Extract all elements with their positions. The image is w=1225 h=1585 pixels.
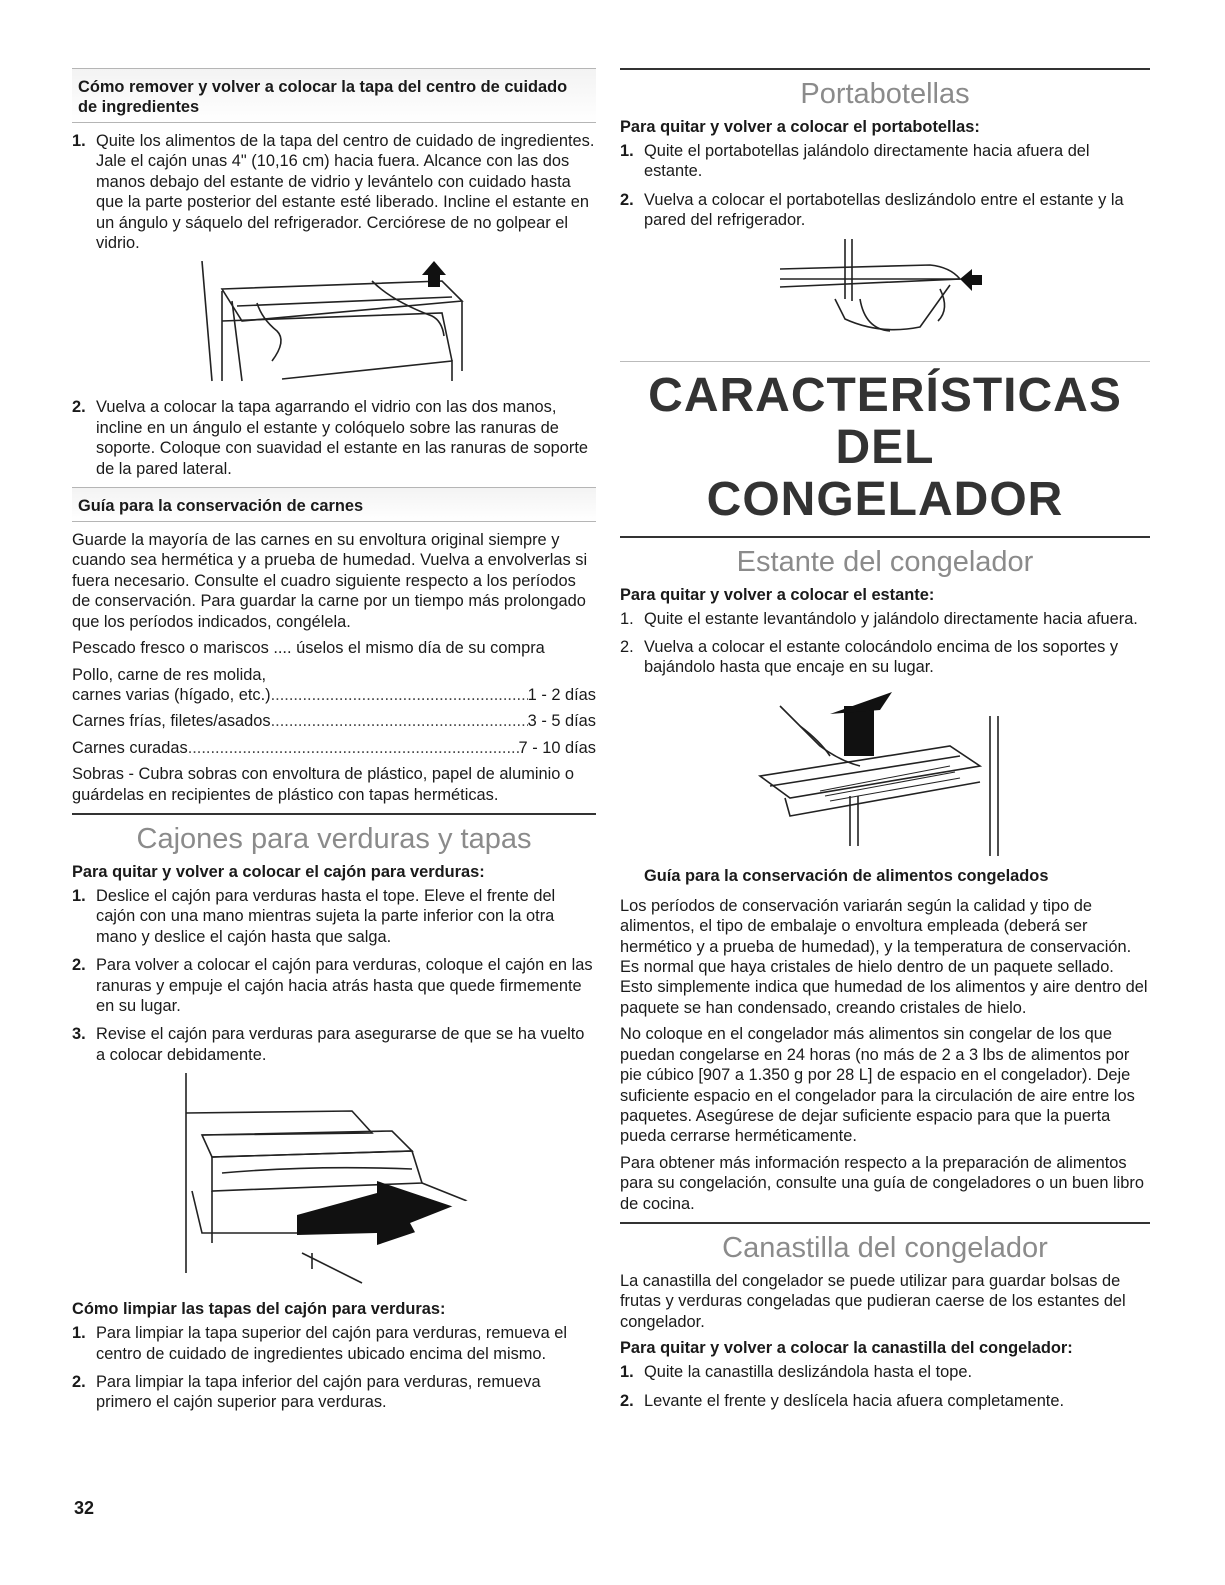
storage-row: carnes varias (hígado, etc.) ..... 1 - 2 días	[72, 685, 596, 705]
freezer-shelf-drawing	[620, 686, 1150, 856]
section-title: Cómo remover y volver a colocar la tapa del centro de cuidado de ingredientes	[78, 78, 568, 116]
up-arrow-icon	[844, 706, 874, 756]
up-arrow-icon	[422, 261, 446, 287]
list-item: 1. Quite el estante levantándolo y jalándolo directamente hacia afuera.	[620, 609, 1138, 628]
subheading: Guía para la conservación de alimentos congelados	[644, 866, 1049, 885]
section-header-ingredient-cover	[72, 68, 596, 123]
divider	[620, 1222, 1150, 1224]
divider	[620, 536, 1150, 538]
list-item: 3. Revise el cajón para verduras para asegurarse de que se ha vuelto a colocar debidamente.	[72, 1025, 585, 1064]
storage-row: Carnes frías, filetes/asados ..... 3 - 5 días	[72, 711, 596, 731]
steps-list	[72, 397, 596, 479]
bottle-rack-illustration	[620, 239, 1150, 351]
chapter-title: CARACTERÍSTICAS DEL	[648, 368, 1122, 474]
paragraph: Pescado fresco o mariscos .... úselos el mismo día de su compra	[72, 639, 545, 658]
subheading: Para quitar y volver a colocar la canastilla del congelador:	[620, 1339, 1073, 1358]
storage-row: Carnes curadas ..... 7 - 10 días	[72, 738, 596, 758]
steps-list	[620, 1362, 1150, 1411]
list-item: 1. Para limpiar la tapa superior del cajón para verduras, remueva el centro de cuidado de ingredientes ubicado encima del mismo.	[72, 1324, 568, 1363]
divider	[72, 813, 596, 815]
steps-list	[72, 1323, 596, 1413]
glass-shelf-drawing	[72, 261, 596, 391]
paragraph: Sobras - Cubra sobras con envoltura de plástico, papel de aluminio o guárdelas en recipientes de plástico con tapas herméticas.	[72, 765, 575, 804]
steps-list	[72, 131, 596, 253]
chapter-title: CONGELADOR	[706, 472, 1064, 526]
list-item: 2. Para volver a colocar el cajón para verduras, coloque el cajón en las ranuras y empuje el cajón hacia atrás hasta que quede firmemente en su lugar.	[72, 956, 593, 1015]
section-title: Guía para la conservación de carnes	[78, 497, 364, 516]
cover-removal-illustration	[72, 261, 596, 391]
list-item: 2. Vuelva a colocar el portabotellas deslizándolo entre el estante y la pared del refrigerador.	[620, 190, 1124, 230]
paragraph: Los períodos de conservación variarán según la calidad y tipo de alimentos, el tipo de embalaje o envoltura empleada (deberá ser hermético y a prueba de humedad), y la temperatura de conservación. Es normal que haya cristales de hielo dentro de un paquete sellado. Esto simplemente indica que humedad de los alimentos y aire dentro del paquete se han condensado, creando cristales de hielo.	[620, 896, 1148, 1017]
crisper-drawing	[72, 1073, 596, 1293]
list-item: 1. Deslice el cajón para verduras hasta el tope. Eleve el frente del cajón con una mano mientras sujeta la parte inferior con la otra mano y deslice el cajón hasta que salga.	[72, 886, 556, 946]
divider	[620, 361, 1150, 362]
right-column	[620, 68, 1150, 1419]
steps-list	[620, 141, 1150, 231]
subheading: Para quitar y volver a colocar el estante:	[620, 585, 935, 604]
list-item: 2. Levante el frente y deslícela hacia afuera completamente.	[620, 1391, 1065, 1410]
section-header-meat-guide	[72, 487, 596, 522]
paragraph: Para obtener más información respecto a la preparación de alimentos para su congelación, consulte una guía de congeladores o un buen libro de cocina.	[620, 1153, 1144, 1213]
subheading: Para quitar y volver a colocar el portabotellas:	[620, 118, 980, 136]
section-title: Canastilla del congelador	[722, 1231, 1048, 1264]
paragraph: Pollo, carne de res molida,	[72, 665, 267, 684]
list-item: 1. Quite la canastilla deslizándola hasta el tope.	[620, 1363, 973, 1382]
section-title: Estante del congelador	[736, 545, 1034, 578]
paragraph: Guarde la mayoría de las carnes en su envoltura original siempre y cuando sea hermética y a prueba de humedad. Vuelva a envolverlas si fuera necesario. Consulte el cuadro siguiente respecto a los períodos de conservación. Para guardar la carne por un tiempo más prolongado que los períodos indicados, congélela.	[72, 531, 588, 631]
left-column	[72, 68, 596, 1421]
paragraph: La canastilla del congelador se puede utilizar para guardar bolsas de frutas y verduras congeladas que pudieran caerse de los estantes del congelador.	[620, 1271, 1126, 1331]
steps-list	[72, 886, 596, 1065]
page-number: 32	[74, 1498, 95, 1518]
list-item: 2. Vuelva a colocar la tapa agarrando el vidrio con las dos manos, incline en un ángulo el estante y colóquelo sobre las ranuras de soporte. Coloque con suavidad el estante en las ranuras de soporte de la pared lateral.	[72, 398, 589, 478]
bottle-rack-drawing	[620, 239, 1150, 351]
section-title: Portabotellas	[800, 78, 970, 110]
steps-list	[620, 609, 1150, 678]
left-arrow-icon	[960, 269, 982, 291]
paragraph: No coloque en el congelador más alimentos sin congelar de los que puedan congelarse en 24 horas (no más de 2 a 3 lbs de alimentos por pie cúbico [907 a 1.350 g por 28 L] de espacio en el congelador). Deje suficiente espacio en el congelador para la circulación de aire entre los paquetes. Asegúrese de dejar suficiente espacio para que la puerta pueda cerrarse herméticamente.	[620, 1025, 1135, 1146]
section-title: Cajones para verduras y tapas	[136, 822, 532, 855]
list-item: 2. Vuelva a colocar el estante colocándolo encima de los soportes y bajándolo hasta que encaje en su lugar.	[620, 638, 1119, 677]
list-item: 2. Para limpiar la tapa inferior del cajón para verduras, remueva primero el cajón superior para verduras.	[72, 1373, 541, 1412]
crisper-drawer-illustration	[72, 1073, 596, 1293]
divider	[620, 68, 1150, 70]
list-item: 1. Quite los alimentos de la tapa del centro de cuidado de ingredientes. Jale el cajón unas 4" (10,16 cm) hacia fuera. Alcance con las dos manos debajo del estante de vidrio y levántelo con cuidado hasta que la parte posterior del estante esté liberado. Incline el estante en un ángulo y sáquelo del refrigerador. Cerciórese de no golpear el vidrio.	[72, 132, 595, 253]
subheading: Para quitar y volver a colocar el cajón para verduras:	[72, 862, 485, 881]
subheading: Cómo limpiar las tapas del cajón para verduras:	[72, 1300, 446, 1319]
list-item: 1. Quite el portabotellas jalándolo directamente hacia afuera del estante.	[620, 142, 1090, 181]
freezer-shelf-illustration	[620, 686, 1150, 856]
